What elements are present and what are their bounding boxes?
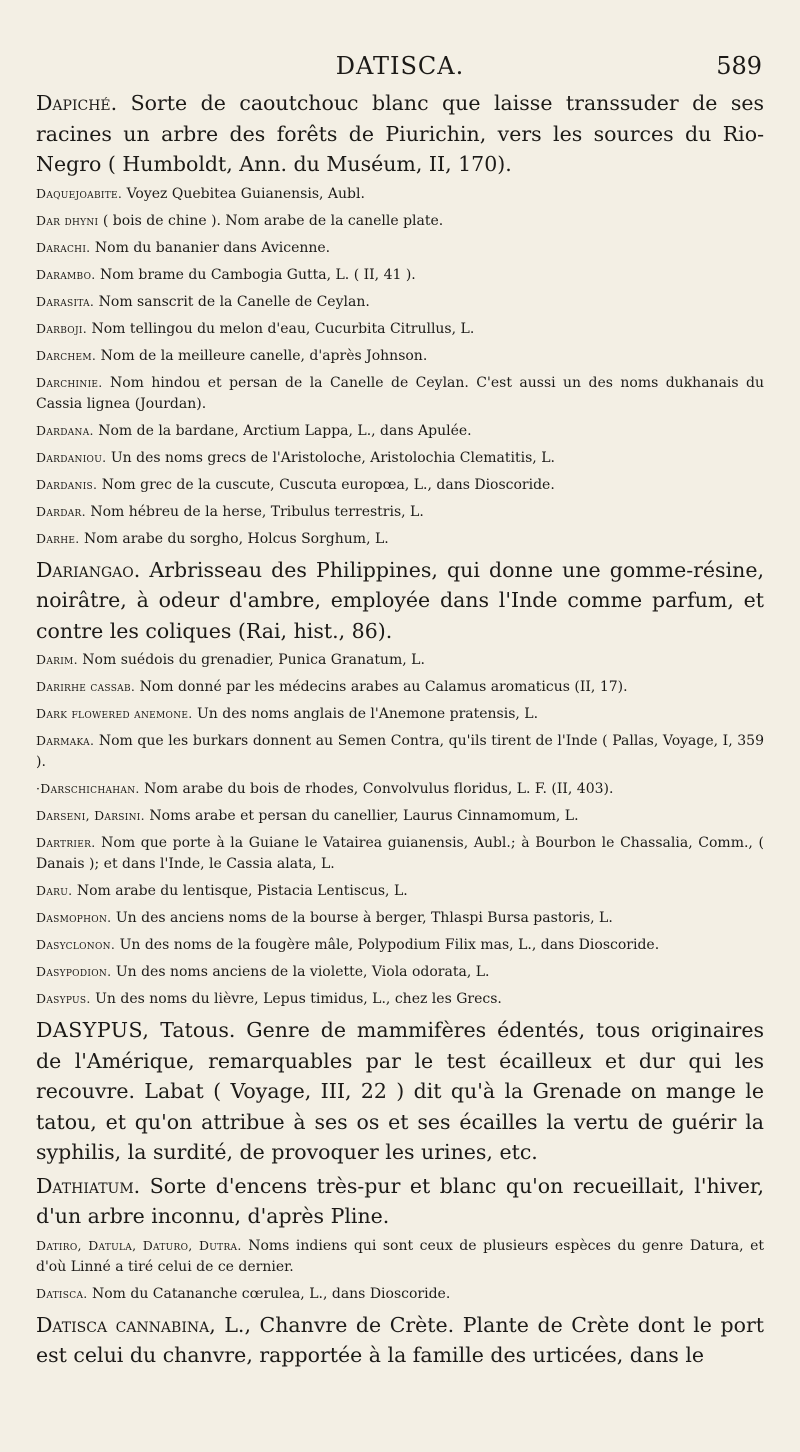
- entry-headword: Datisca.: [36, 1285, 88, 1301]
- entry-headword: Dasmophon.: [36, 910, 112, 925]
- entry-headword: Darirhe cassab.: [36, 679, 136, 694]
- page-number: 589: [716, 52, 762, 80]
- entry-text: Nom que porte à la Guiane le Vatairea guianensis, Aubl.; à Bourbon le Chassalia, Comm., ( Danais ); et dans l'Inde, le Cassia alata, L.: [36, 835, 764, 872]
- entry-headword: Dardanis.: [36, 476, 98, 492]
- entries-column: [36, 88, 764, 1374]
- dictionary-entry: [36, 1235, 764, 1278]
- entry-headword: Dasyclonon.: [36, 937, 116, 952]
- dictionary-entry: [36, 703, 764, 725]
- entry-headword: Darseni, Darsini.: [36, 808, 145, 823]
- entry-text: Nom arabe du lentisque, Pistacia Lentiscus, L.: [76, 883, 408, 899]
- entry-headword: Darchem.: [36, 347, 97, 363]
- entry-text: Nom du Catananche cœrulea, L., dans Dioscoride.: [91, 1285, 451, 1302]
- entry-text: Un des anciens noms de la bourse à berger, Thlaspi Bursa pastoris, L.: [115, 910, 613, 926]
- entry-headword: Darchinie.: [36, 374, 103, 390]
- entry-headword: Daquejoabite.: [36, 185, 123, 201]
- entry-headword: Dark flowered anemone.: [36, 706, 193, 721]
- entry-text: Tatous. Genre de mammifères édentés, tous originaires de l'Amérique, remarquables par le test écailleux et dur qui les recouvre. Labat ( Voyage, III, 22 ) dit qu'à la Grenade on mange le tatou, et qu'on attribue à ses os et ses écailles la vertu de guérir la syphilis, la surdité, de provoquer les urines, etc.: [36, 1018, 764, 1164]
- entry-headword: Datisca cannabina,: [36, 1312, 216, 1337]
- dictionary-entry: [36, 372, 764, 415]
- entry-headword: Daru.: [36, 883, 73, 898]
- dictionary-entry: [36, 1171, 764, 1232]
- entry-text: Nom de la meilleure canelle, d'après Johnson.: [100, 347, 428, 364]
- entry-text: ( bois de chine ). Nom arabe de la canelle plate.: [102, 212, 444, 229]
- entry-headword: Dathiatum.: [36, 1173, 141, 1198]
- dictionary-entry: [36, 237, 764, 259]
- entry-headword: ·Darschichahan.: [36, 781, 140, 796]
- entry-text: Nom arabe du sorgho, Holcus Sorghum, L.: [83, 530, 389, 547]
- dictionary-entry: [36, 778, 764, 800]
- entry-headword: Darhe.: [36, 530, 80, 546]
- entry-headword: Datiro, Datula, Daturo, Dutra.: [36, 1237, 242, 1253]
- entry-text: Nom grec de la cuscute, Cuscuta europœa, L., dans Dioscoride.: [101, 476, 555, 493]
- entry-text: Nom suédois du grenadier, Punica Granatum, L.: [82, 652, 425, 668]
- dictionary-entry: [36, 291, 764, 313]
- entry-headword: Darasita.: [36, 293, 95, 309]
- entry-headword: Darmaka.: [36, 733, 95, 748]
- dictionary-entry: [36, 210, 764, 232]
- entry-headword: Darambo.: [36, 266, 96, 282]
- dictionary-entry: [36, 501, 764, 523]
- dictionary-entry: [36, 474, 764, 496]
- entry-text: Nom arabe du bois de rhodes, Convolvulus floridus, L. F. (II, 403).: [144, 781, 614, 797]
- dictionary-entry: [36, 880, 764, 902]
- dictionary-entry: [36, 1283, 764, 1305]
- entry-headword: Darboji.: [36, 320, 87, 336]
- dictionary-entry: [36, 447, 764, 469]
- entry-headword: Dardana.: [36, 422, 94, 438]
- entry-text: Nom que les burkars donnent au Semen Contra, qu'ils tirent de l'Inde ( Pallas, Voyage, I, 359 ).: [36, 733, 764, 770]
- dictionary-entry: [36, 730, 764, 773]
- dictionary-entry: [36, 528, 764, 550]
- entry-headword: Dapiché.: [36, 91, 118, 115]
- entry-text: Nom hindou et persan de la Canelle de Ceylan. C'est aussi un des noms dukhanais du Cassia lignea (Jourdan).: [36, 374, 764, 412]
- entry-text: Noms arabe et persan du canellier, Laurus Cinnamomum, L.: [149, 808, 579, 824]
- dictionary-entry: [36, 318, 764, 340]
- dictionary-entry: [36, 805, 764, 827]
- entry-text: Un des noms anglais de l'Anemone pratensis, L.: [196, 706, 539, 722]
- entry-headword: Dasypus.: [36, 991, 91, 1006]
- entry-text: L., Chanvre de Crète. Plante de Crète dont le port est celui du chanvre, rapportée à la famille des urticées, dans le: [36, 1312, 764, 1367]
- entry-text: Un des noms anciens de la violette, Viola odorata, L.: [115, 964, 490, 980]
- entry-text: Noms indiens qui sont ceux de plusieurs espèces du genre Datura, et d'où Linné a tiré celui de ce dernier.: [36, 1237, 764, 1275]
- entry-headword: Dar dhyni: [36, 212, 99, 228]
- running-head: DATISCA.: [335, 52, 465, 80]
- dictionary-entry: [36, 88, 764, 180]
- entry-text: Un des noms de la fougère mâle, Polypodium Filix mas, L., dans Dioscoride.: [119, 937, 660, 953]
- entry-headword: Dardar.: [36, 503, 86, 519]
- dictionary-entry: [36, 345, 764, 367]
- entry-text: Un des noms du lièvre, Lepus timidus, L., chez les Grecs.: [95, 991, 502, 1007]
- dictionary-entry: [36, 1015, 764, 1168]
- entry-text: Nom tellingou du melon d'eau, Cucurbita Citrullus, L.: [91, 320, 475, 337]
- entry-headword: Darachi.: [36, 239, 91, 255]
- dictionary-entry: [36, 961, 764, 983]
- entry-headword: Dardaniou.: [36, 449, 107, 465]
- entry-headword: Dasypodion.: [36, 964, 112, 979]
- dictionary-entry: [36, 555, 764, 647]
- entry-text: Nom de la bardane, Arctium Lappa, L., dans Apulée.: [98, 422, 472, 439]
- entry-headword: Dartrier.: [36, 835, 96, 850]
- dictionary-entry: [36, 420, 764, 442]
- dictionary-entry: [36, 264, 764, 286]
- dictionary-entry: [36, 676, 764, 698]
- entry-text: Sorte d'encens très-pur et blanc qu'on recueillait, l'hiver, d'un arbre inconnu, d'après Pline.: [36, 1173, 764, 1228]
- dictionary-entry: [36, 1310, 764, 1371]
- entry-text: Voyez Quebitea Guianensis, Aubl.: [126, 185, 365, 202]
- dictionary-entry: [36, 934, 764, 956]
- entry-headword: Dariangao.: [36, 557, 141, 582]
- entry-text: Nom donné par les médecins arabes au Calamus aromaticus (II, 17).: [139, 679, 628, 695]
- entry-headword: DASYPUS,: [36, 1018, 150, 1042]
- dictionary-entry: [36, 907, 764, 929]
- entry-text: Nom sanscrit de la Canelle de Ceylan.: [98, 293, 370, 310]
- dictionary-entry: [36, 832, 764, 875]
- entry-text: Sorte de caoutchouc blanc que laisse transsuder de ses racines un arbre des forêts de Piurichin, vers les sources du Rio-Negro ( Humboldt, Ann. du Muséum, II, 170).: [36, 91, 764, 176]
- dictionary-entry: [36, 649, 764, 671]
- entry-text: Nom hébreu de la herse, Tribulus terrestris, L.: [90, 503, 424, 520]
- dictionary-entry: [36, 183, 764, 205]
- entry-headword: Darim.: [36, 652, 78, 667]
- entry-text: Un des noms grecs de l'Aristoloche, Aristolochia Clematitis, L.: [110, 449, 555, 466]
- entry-text: Arbrisseau des Philippines, qui donne une gomme-résine, noirâtre, à odeur d'ambre, employée dans l'Inde comme parfum, et contre les coliques (Rai, hist., 86).: [36, 557, 764, 643]
- page-header: [0, 52, 800, 86]
- dictionary-entry: [36, 988, 764, 1010]
- entry-text: Nom du bananier dans Avicenne.: [94, 239, 331, 256]
- entry-text: Nom brame du Cambogia Gutta, L. ( II, 41 ).: [100, 266, 416, 283]
